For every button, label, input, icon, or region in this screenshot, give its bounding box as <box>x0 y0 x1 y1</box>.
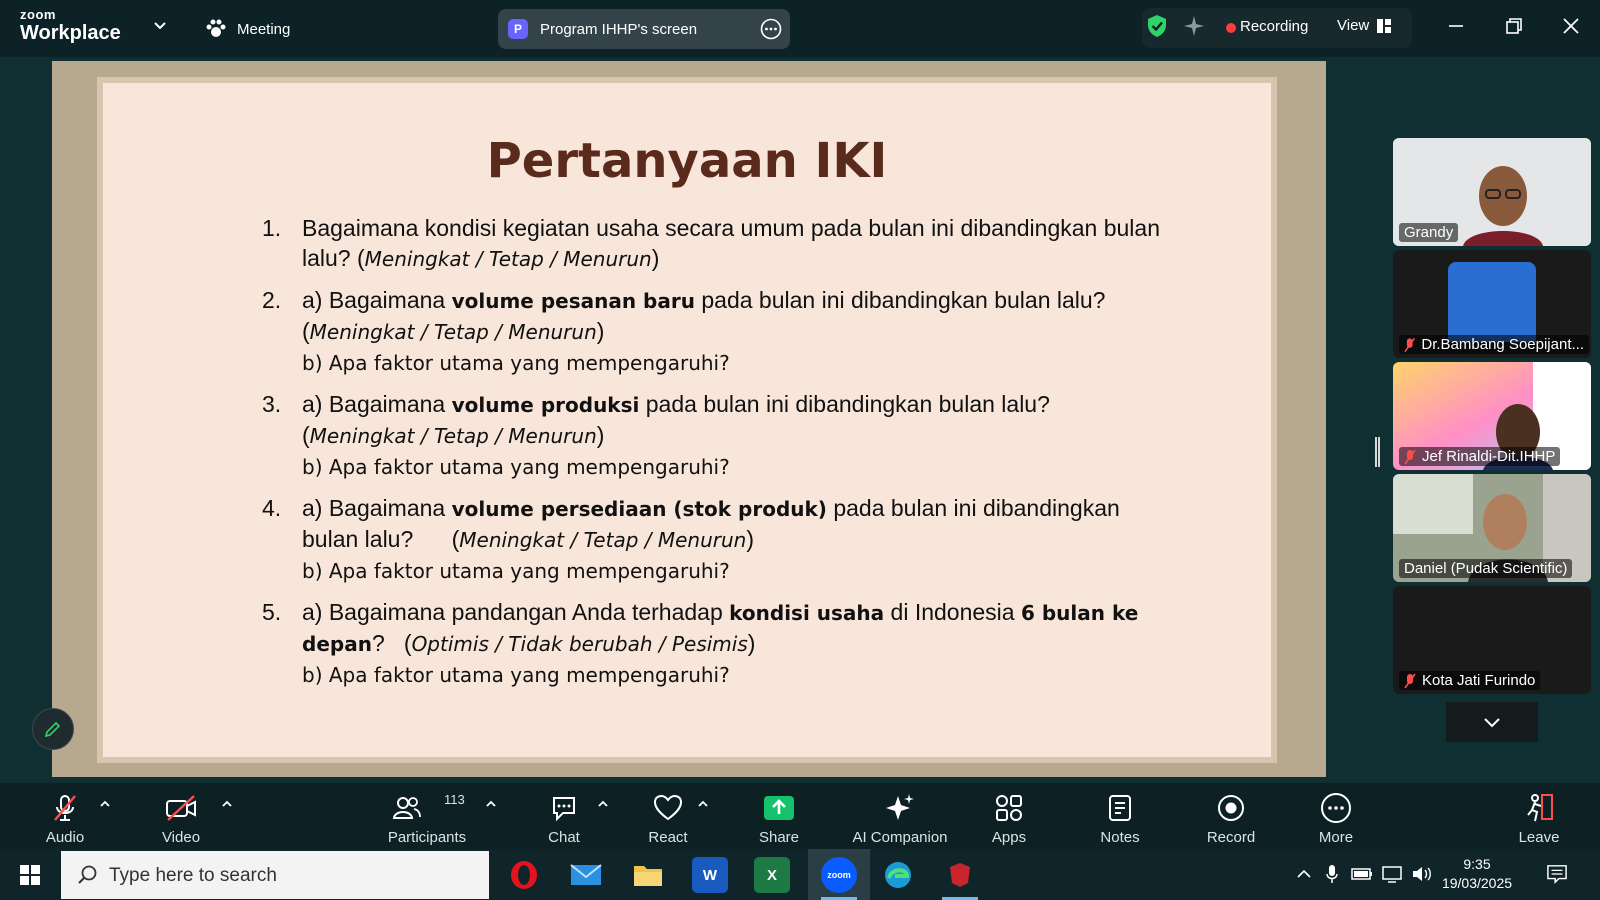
zoom-app-label: zoom <box>827 870 851 880</box>
answer-options: Meningkat / Tetap / Menurun <box>459 528 747 552</box>
app-icon[interactable] <box>942 857 978 893</box>
more-button[interactable] <box>1313 783 1359 849</box>
answer-options: Meningkat / Tetap / Menurun <box>364 247 652 271</box>
question-text: a) Bagaimana <box>302 391 452 417</box>
question-text: a) Bagaimana <box>302 287 452 313</box>
meeting-label: Meeting <box>237 20 291 38</box>
record-icon <box>1216 793 1246 823</box>
notification-icon[interactable] <box>1545 864 1569 884</box>
mic-muted-icon <box>1404 673 1416 689</box>
question-text: pada bulan ini dibandingkan bulan lalu? ( <box>302 391 1082 448</box>
paren: ) <box>747 630 756 656</box>
video-tile[interactable] <box>1393 250 1591 358</box>
answer-options: Meningkat / Tetap / Menurun <box>309 320 597 344</box>
system-clock[interactable] <box>1437 855 1517 893</box>
question-list <box>262 213 1182 701</box>
scroll-participants-down[interactable] <box>1446 702 1538 742</box>
question-subtext: b) Apa faktor utama yang mempengaruhi? <box>302 351 730 375</box>
video-tile[interactable] <box>1393 138 1591 246</box>
edge-app-icon[interactable] <box>880 857 916 893</box>
chevron-up-icon[interactable] <box>1296 864 1312 884</box>
participant-name-text: Dr.Bambang Soepijant... <box>1421 336 1584 353</box>
heart-icon <box>652 793 684 823</box>
close-icon[interactable] <box>1559 14 1583 38</box>
question-keyword: 6 bulan ke depan <box>302 601 1139 656</box>
chevron-up-icon[interactable] <box>98 797 112 811</box>
participant-count: 113 <box>444 792 465 807</box>
participant-name <box>1399 447 1560 466</box>
notes-icon <box>1106 793 1134 823</box>
question-text: pada bulan ini dibandingkan bulan lalu? ( <box>302 287 1138 344</box>
participants-paw-icon <box>205 19 227 39</box>
question-subtext: b) Apa faktor utama yang mempengaruhi? <box>302 663 730 687</box>
security-shield-icon[interactable] <box>1146 14 1168 38</box>
chevron-down-icon[interactable] <box>153 19 167 33</box>
question-keyword: kondisi usaha <box>729 601 885 625</box>
volume-icon[interactable] <box>1411 864 1433 884</box>
windows-start-icon[interactable] <box>20 865 40 885</box>
pencil-icon <box>43 719 63 739</box>
search-icon <box>77 864 99 886</box>
notes-label: Notes <box>1100 829 1140 846</box>
microphone-icon[interactable] <box>1325 864 1339 884</box>
share-label: Share <box>758 829 800 846</box>
apps-label: Apps <box>991 829 1027 846</box>
chat-label: Chat <box>548 829 580 846</box>
leave-icon <box>1522 792 1556 824</box>
restore-icon[interactable] <box>1502 14 1526 38</box>
share-screen-icon <box>763 794 795 822</box>
question-text: pada bulan ini dibandingkan bulan lalu? ( <box>302 495 1120 552</box>
participant-video <box>1448 262 1536 342</box>
react-label: React <box>648 829 688 846</box>
participant-name-text: Jef Rinaldi-Dit.IHHP <box>1422 448 1556 465</box>
question-subtext: b) Apa faktor utama yang mempengaruhi? <box>302 455 730 479</box>
video-tile[interactable] <box>1393 474 1591 582</box>
question-item <box>262 285 1182 378</box>
clock-time: 9:35 <box>1463 856 1491 872</box>
participants-icon <box>392 793 422 823</box>
audio-button[interactable] <box>40 783 90 849</box>
share-button[interactable] <box>756 783 802 849</box>
recording-label[interactable]: Recording <box>1240 18 1309 35</box>
question-item <box>262 597 1182 690</box>
record-button[interactable] <box>1203 783 1259 849</box>
search-placeholder: Type here to search <box>109 865 277 886</box>
chevron-up-icon[interactable] <box>596 797 610 811</box>
more-options-icon[interactable] <box>760 18 782 40</box>
more-label: More <box>1318 829 1354 846</box>
battery-icon[interactable] <box>1351 864 1373 884</box>
apps-icon <box>994 793 1024 823</box>
question-text: di Indonesia <box>884 599 1021 625</box>
excel-label: X <box>766 866 777 884</box>
question-text: ? ( <box>371 630 412 656</box>
video-label: Video <box>161 829 201 846</box>
record-label: Record <box>1206 829 1256 846</box>
ai-sparkle-icon[interactable] <box>1183 15 1205 37</box>
leave-label: Leave <box>1518 829 1560 846</box>
brand-large: Workplace <box>20 22 121 44</box>
paren: ) <box>746 526 755 552</box>
word-label: W <box>702 866 718 884</box>
participant-name-text: Kota Jati Furindo <box>1422 672 1536 689</box>
view-label: View <box>1337 17 1370 34</box>
word-app-icon[interactable] <box>692 857 728 893</box>
question-item <box>262 493 1182 586</box>
chevron-down-icon <box>1483 716 1501 728</box>
clock-date: 19/03/2025 <box>1441 875 1513 891</box>
answer-options: Optimis / Tidak berubah / Pesimis <box>411 632 748 656</box>
participants-label: Participants <box>387 829 467 846</box>
shared-screen <box>52 61 1326 777</box>
question-text: Bagaimana kondisi kegiatan usaha secara umum pada bulan ini dibandingkan bulan lalu? ( <box>302 215 1160 271</box>
chat-icon <box>549 793 579 823</box>
taskbar-search-input[interactable] <box>61 851 489 899</box>
ai-companion-label: AI Companion <box>852 829 948 846</box>
video-tile[interactable] <box>1393 586 1591 694</box>
panel-resize-handle[interactable] <box>1375 437 1380 467</box>
layout-grid-icon <box>1377 19 1391 33</box>
screen-share-banner[interactable] <box>498 9 790 49</box>
video-off-icon <box>164 793 198 823</box>
paren: ) <box>596 318 605 344</box>
paren: ) <box>596 422 605 448</box>
recording-indicator-icon <box>1226 23 1236 33</box>
question-text: a) Bagaimana pandangan Anda terhadap <box>302 599 730 625</box>
network-icon[interactable] <box>1382 864 1404 884</box>
question-number: 2. <box>262 287 282 313</box>
slide-title: Pertanyaan IKI <box>486 133 888 189</box>
paren: ) <box>651 245 660 271</box>
video-tile[interactable] <box>1393 362 1591 470</box>
leave-button[interactable] <box>1516 783 1562 849</box>
windows-taskbar <box>0 849 1600 900</box>
participant-name <box>1399 223 1458 242</box>
chevron-up-icon[interactable] <box>220 797 234 811</box>
participant-name-text: Daniel (Pudak Scientific) <box>1404 560 1568 577</box>
notes-button[interactable] <box>1095 783 1145 849</box>
question-subtext: b) Apa faktor utama yang mempengaruhi? <box>302 559 730 583</box>
meeting-toolbar <box>0 783 1600 849</box>
react-button[interactable] <box>645 783 691 849</box>
file-explorer-icon[interactable] <box>630 857 666 893</box>
question-number: 1. <box>262 215 282 241</box>
mic-muted-icon <box>1404 337 1415 353</box>
participant-name <box>1399 335 1589 354</box>
minimize-icon[interactable] <box>1444 14 1468 38</box>
question-item <box>262 389 1182 482</box>
presentation-slide <box>97 77 1277 763</box>
annotate-pencil-icon[interactable] <box>32 708 74 750</box>
participant-name <box>1399 671 1540 690</box>
excel-app-icon[interactable] <box>754 857 790 893</box>
apps-button[interactable] <box>986 783 1032 849</box>
participant-name-text: Grandy <box>1404 224 1454 241</box>
sharer-badge: P <box>508 19 528 39</box>
chevron-up-icon[interactable] <box>696 797 710 811</box>
more-icon <box>1320 792 1352 824</box>
ai-companion-icon <box>884 792 916 824</box>
chevron-up-icon[interactable] <box>484 797 498 811</box>
question-keyword: volume produksi <box>451 393 640 417</box>
question-keyword: volume persediaan (stok produk) <box>451 497 827 521</box>
video-button[interactable] <box>155 783 207 849</box>
brand-small: zoom <box>20 7 56 22</box>
mail-app-icon[interactable] <box>568 857 604 893</box>
zoom-logo <box>20 8 121 45</box>
question-keyword: volume pesanan baru <box>451 289 695 313</box>
chat-button[interactable] <box>541 783 587 849</box>
view-menu[interactable] <box>1337 17 1391 34</box>
participant-name <box>1399 559 1572 578</box>
question-item <box>262 213 1182 274</box>
opera-app-icon[interactable] <box>506 857 542 893</box>
title-bar <box>0 0 1600 57</box>
mic-muted-icon <box>1404 449 1416 465</box>
ai-companion-button[interactable] <box>848 783 952 849</box>
question-number: 4. <box>262 495 282 521</box>
question-number: 3. <box>262 391 282 417</box>
question-text: a) Bagaimana <box>302 495 452 521</box>
share-banner-label: Program IHHP's screen <box>540 20 698 38</box>
mic-muted-icon <box>50 793 80 823</box>
question-number: 5. <box>262 599 282 625</box>
meeting-menu[interactable] <box>205 17 290 41</box>
answer-options: Meningkat / Tetap / Menurun <box>309 424 597 448</box>
zoom-app-icon[interactable] <box>821 857 857 893</box>
audio-label: Audio <box>45 829 85 846</box>
